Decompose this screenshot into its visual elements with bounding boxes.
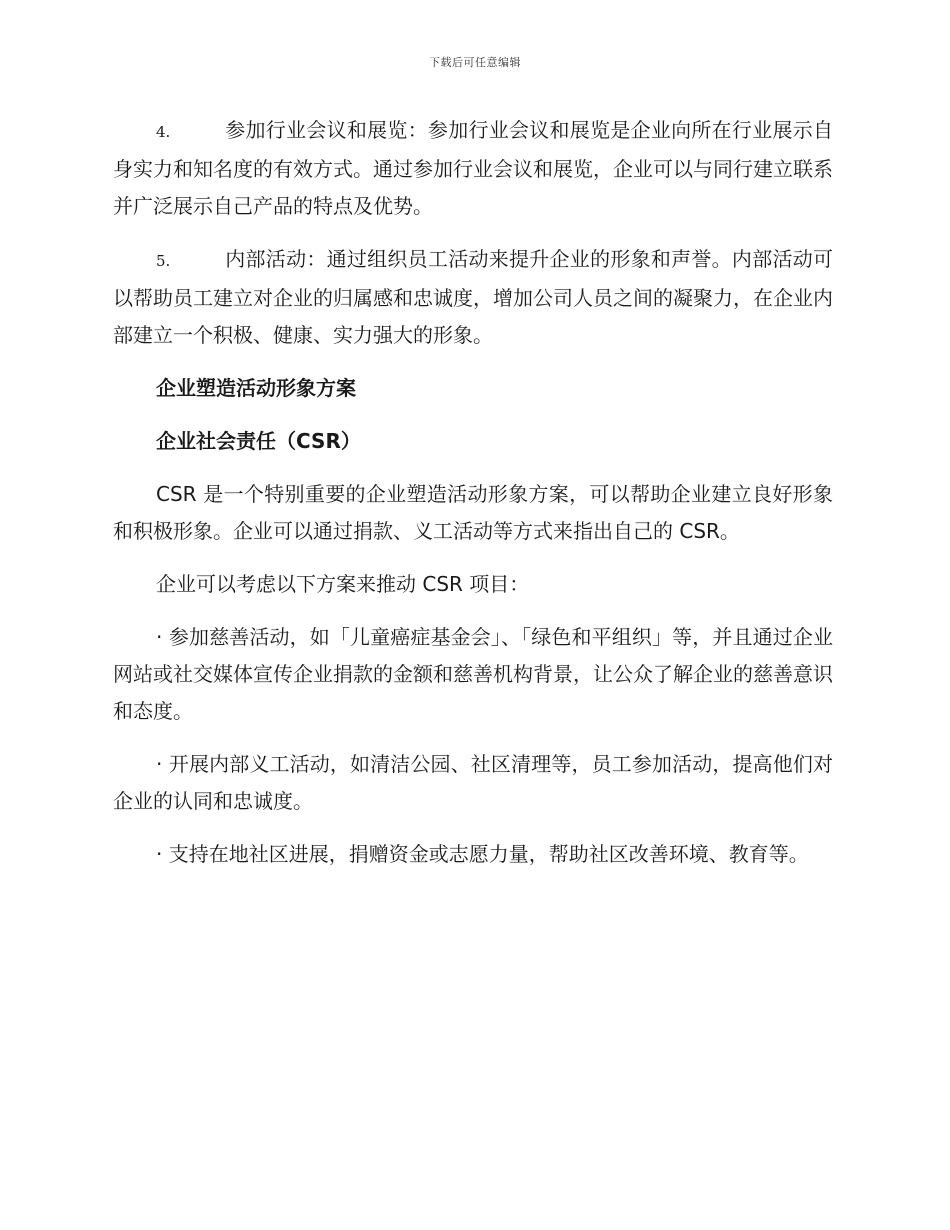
item-text: 内部活动：通过组织员工活动来提升企业的形象和声誉。内部活动可以帮助员工建立对企业的归属感和忠诚度，增加公司人员之间的凝聚力，在企业内部建立一个积极、健康、实力强大的形象。 <box>113 247 833 347</box>
csr-lead-paragraph: 企业可以考虑以下方案来推动 CSR 项目： <box>156 572 530 596</box>
document-body <box>113 112 833 889</box>
item-number: 5. <box>156 252 171 270</box>
bullet-item: · 支持在地社区进展，捐赠资金或志愿力量，帮助社区改善环境、教育等。 <box>156 842 809 866</box>
bullet-item: · 开展内部义工活动，如清洁公园、社区清理等，员工参加活动，提高他们对企业的认同和忠诚度。 <box>113 752 833 813</box>
item-text: 参加行业会议和展览：参加行业会议和展览是企业向所在行业展示自身实力和知名度的有效方式。通过参加行业会议和展览，企业可以与同行建立联系并广泛展示自己产品的特点及优势。 <box>113 118 833 218</box>
numbered-item-4 <box>113 112 833 225</box>
numbered-item-5 <box>113 241 833 354</box>
csr-intro-paragraph: CSR 是一个特别重要的企业塑造活动形象方案，可以帮助企业建立良好形象和积极形象。企业可以通过捐款、义工活动等方式来指出自己的 CSR。 <box>113 482 833 543</box>
bullet-item: · 参加慈善活动，如「儿童癌症基金会」、「绿色和平组织」等，并且通过企业网站或社交媒体宣传企业捐款的金额和慈善机构背景，让公众了解企业的慈善意识和态度。 <box>113 625 833 723</box>
section-heading: 企业塑造活动形象方案 <box>156 376 356 400</box>
subsection-heading: 企业社会责任（CSR） <box>156 429 361 453</box>
item-number: 4. <box>156 123 171 141</box>
page-header: 下载后可任意编辑 <box>429 56 521 69</box>
